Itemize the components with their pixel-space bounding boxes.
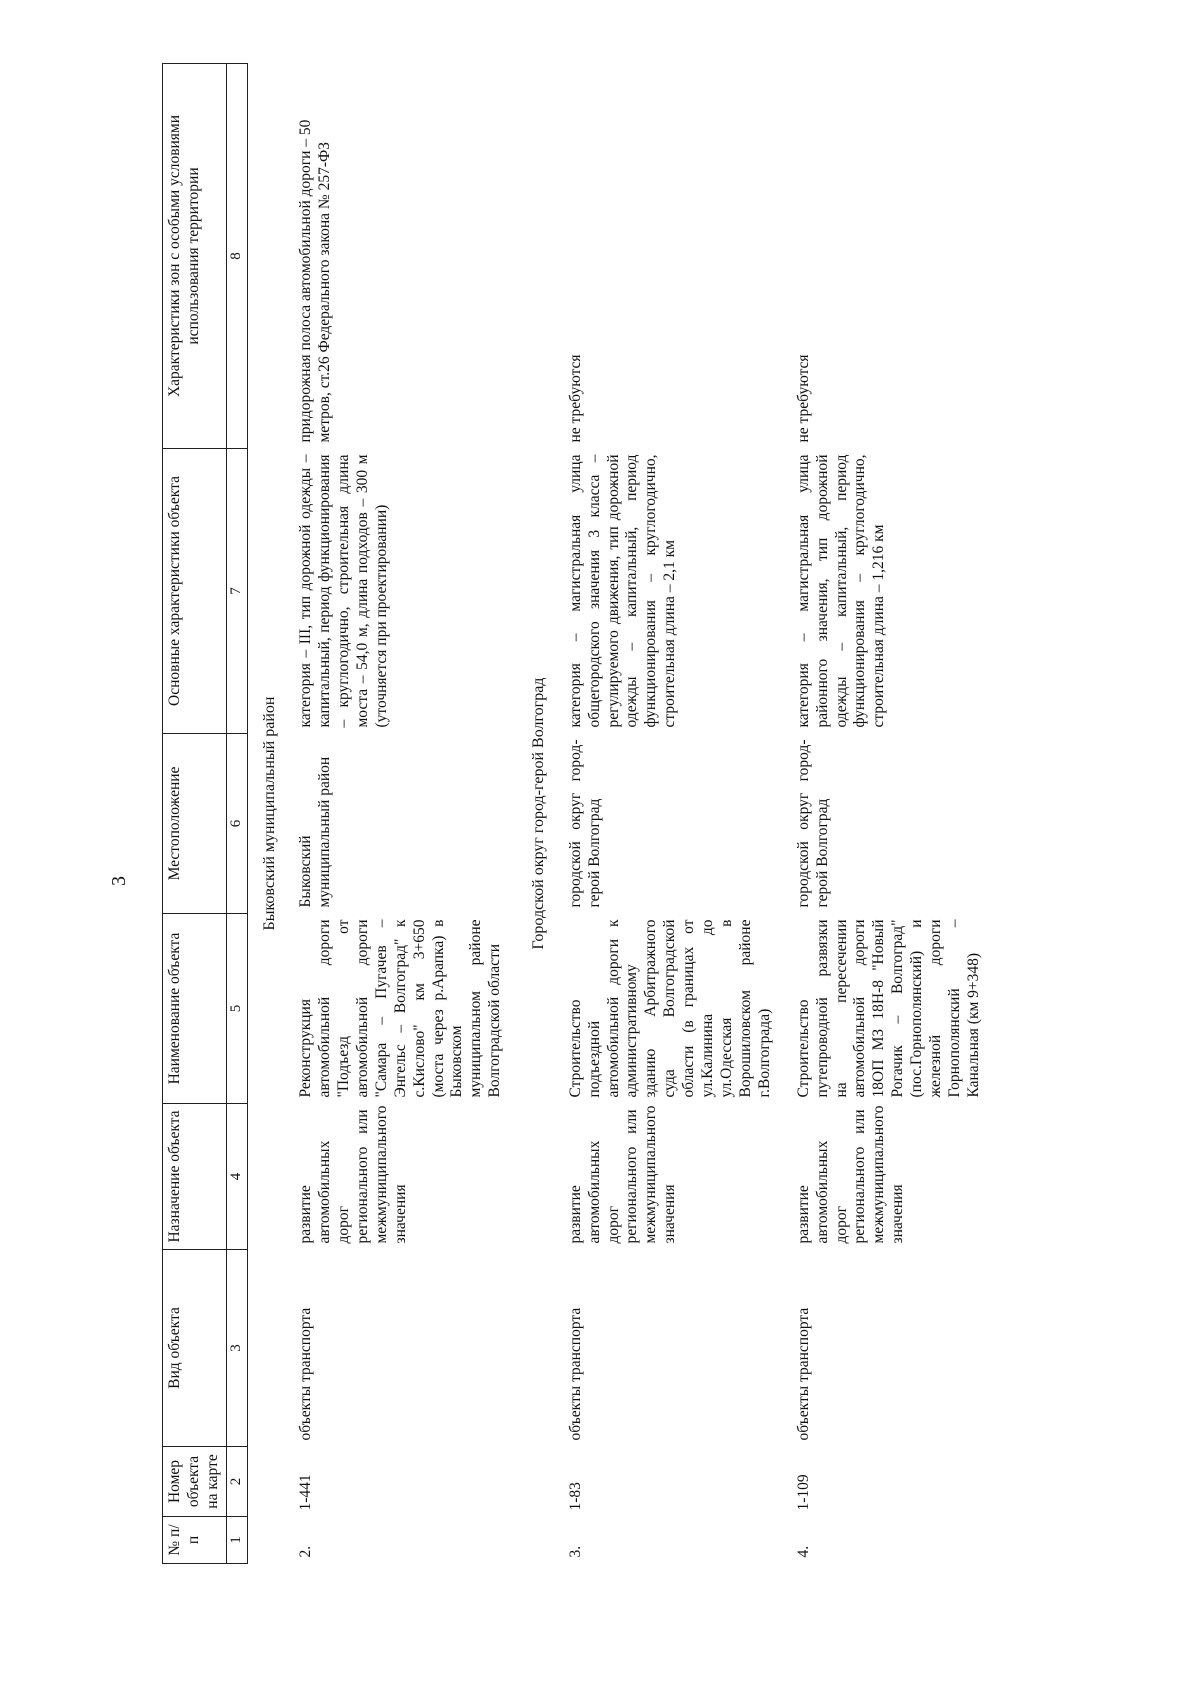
object-kind: объекты транспорта <box>794 1307 812 1441</box>
object-purpose: развитие автомобильных дорог регионального или межмуниципального значения <box>794 1105 907 1244</box>
section-row <box>517 64 559 1564</box>
row-number: 3. <box>566 1545 584 1558</box>
table-row <box>559 64 787 1564</box>
header-cell: Вид объекта <box>163 1250 227 1447</box>
column-number: 2 <box>226 1447 247 1517</box>
header-cell: Номер объекта на карте <box>163 1447 227 1517</box>
row-number: 4. <box>794 1545 812 1558</box>
object-name: Строительство путепроводной развязки на пересечении автомобильной дороги 18ОП МЗ 18Н-8 "Новый Рогачик – Волгоград" (пос.Горнополянский) и железной дороги Горнополянский – Канальная (км 9+348) <box>794 919 982 1098</box>
header-cell: Местоположение <box>163 734 227 914</box>
map-number: 1-441 <box>297 1474 315 1511</box>
objects-table <box>162 63 996 1564</box>
column-number: 5 <box>226 914 247 1104</box>
map-number: 1-109 <box>794 1474 812 1511</box>
page-number: 3 <box>108 876 130 886</box>
column-number: 7 <box>226 449 247 734</box>
section-title: Быковский муниципальный район <box>260 696 278 931</box>
header-cell: Характеристики зон с особыми условиями использования территории <box>163 64 227 449</box>
object-location: городской округ город-герой Волгоград <box>566 739 603 908</box>
column-number-row <box>226 64 247 1564</box>
object-characteristics: категория – магистральная улица районного значения, тип дорожной одежды – капитальный, период функционирования – круглогодично, строительная длина – 1,216 км <box>794 454 888 728</box>
object-purpose: развитие автомобильных дорог регионального или межмуниципального значения <box>297 1105 409 1244</box>
section-row <box>247 64 289 1564</box>
object-location: Быковский муниципальный район <box>297 756 334 908</box>
object-characteristics: категория – III, тип дорожной одежды – капитальный, период функционирования – круглогодично, строительная длина моста – 54,0 м, длина подходов – 300 м (уточняется при проектировании) <box>297 454 390 728</box>
zone-characteristics: не требуются <box>794 354 812 443</box>
header-cell: Наименование объекта <box>163 914 227 1104</box>
object-name: Реконструкция автомобильной дороги "Подъезд от автомобильной дороги "Самара – Пугачев – Энгельс – Волгоград" к с.Кислово" км 3+650 (моста через р.Арапка) в Быковском муниципальном районе Волгоградской области <box>297 919 504 1098</box>
object-kind: объекты транспорта <box>566 1307 584 1441</box>
column-number: 3 <box>226 1250 247 1447</box>
column-number: 1 <box>226 1517 247 1564</box>
table-row <box>289 64 517 1564</box>
column-number: 4 <box>226 1104 247 1250</box>
column-number: 8 <box>226 64 247 449</box>
zone-characteristics: придорожная полоса автомобильной дороги – 50 метров, ст.26 Федерального закона № 257-ФЗ <box>297 119 334 443</box>
row-number: 2. <box>297 1545 315 1558</box>
header-cell: № п/п <box>163 1517 227 1564</box>
object-characteristics: категория – магистральная улица общегородского значения 3 класса – регулируемого движения, тип дорожной одежды – капитальный, период функционирования – круглогодично, строительная длина – 2,1 км <box>566 454 679 728</box>
map-number: 1-83 <box>566 1482 584 1511</box>
header-cell: Основные характеристики объекта <box>163 449 227 734</box>
object-kind: объекты транспорта <box>297 1307 315 1441</box>
zone-characteristics: не требуются <box>566 354 584 443</box>
section-title: Городской округ город-герой Волгоград <box>530 677 548 950</box>
table-row <box>787 64 996 1564</box>
object-purpose: развитие автомобильных дорог регионального или межмуниципального значения <box>566 1105 679 1244</box>
table-header-row <box>163 64 227 1564</box>
object-location: городской округ город-герой Волгоград <box>794 739 831 908</box>
header-cell: Назначение объекта <box>163 1104 227 1250</box>
column-number: 6 <box>226 734 247 914</box>
object-name: Строительство подъездной автомобильной дороги к административному зданию Арбитражного суда Волгоградской области (в границах от ул.Калинина до ул.Одесская в Ворошиловском районе г.Волгограда) <box>566 919 773 1098</box>
